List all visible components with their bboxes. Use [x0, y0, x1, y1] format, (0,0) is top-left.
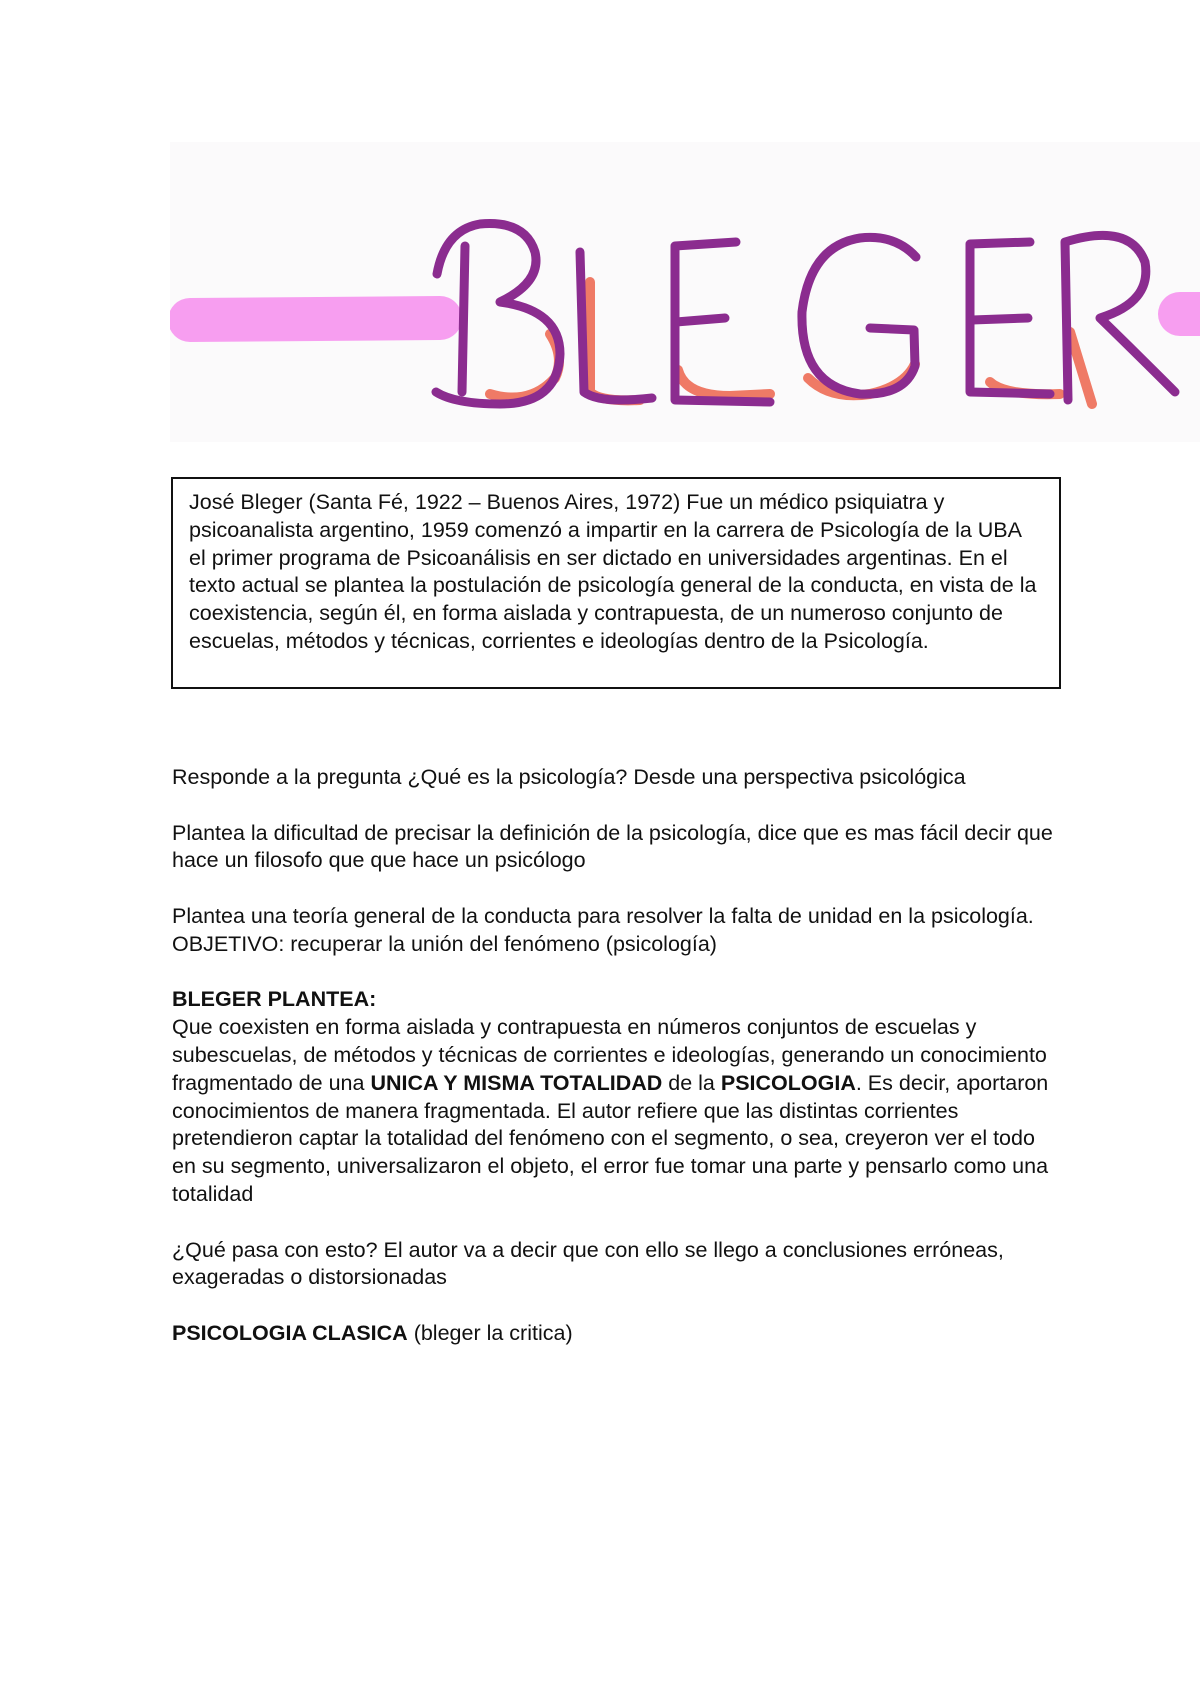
bold-span: PSICOLOGIA [720, 1070, 856, 1095]
paragraph-theory: Plantea una teoría general de la conducta para resolver la falta de unidad en la psicología. OBJETIVO: recuperar la unión del fenómeno (psicología) [172, 903, 1034, 956]
bio-box [171, 477, 1061, 689]
text-span: Que coexisten en forma aislada y contrapuesta en números conjuntos de escuelas y subescuelas, de métodos y técnicas de corrientes e ideologías, generando un conocimiento fragmentado de una [172, 1015, 1047, 1095]
text-span: . Es decir, aportaron conocimientos de manera fragmentada. El autor refiere que las distintas corrientes pretendieron captar la totalidad del fenómeno con el segmento, o sea, creyeron ver el todo en su segmento, universalizaron el objeto, el error fue tomar una parte y pensarlo como una totalidad [172, 1070, 1049, 1206]
bleger-logo [170, 142, 1200, 442]
bleger-banner [170, 142, 1200, 442]
paragraph-difficulty: Plantea la dificultad de precisar la definición de la psicología, dice que es mas fácil decir que hace un filosofo que que hace un psicólogo [172, 820, 1053, 873]
body-content [172, 764, 1062, 1376]
text-span: (bleger la critica) [407, 1320, 573, 1345]
section-heading-psicologia-clasica: PSICOLOGIA CLASICA [172, 1320, 408, 1345]
text-span: de la [662, 1070, 721, 1095]
paragraph-consequences: ¿Qué pasa con esto? El autor va a decir que con ello se llego a conclusiones erróneas, exageradas o distorsionadas [172, 1237, 1004, 1290]
bio-text: José Bleger (Santa Fé, 1922 – Buenos Aires, 1972) Fue un médico psiquiatra y psicoanalista argentino, 1959 comenzó a impartir en la carrera de Psicología de la UBA el primer programa de Psicoanálisis en ser dictado en universidades argentinas. En el texto actual se plantea la postulación de psicología general de la conducta, en vista de la coexistencia, según él, en forma aislada y contrapuesta, de un numeroso conjunto de escuelas, métodos y técnicas, corrientes e ideologías dentro de la Psicología. [189, 490, 1037, 653]
section-heading-bleger-plantea: BLEGER PLANTEA: [172, 987, 377, 1012]
left-dash [190, 318, 440, 320]
paragraph-bleger-plantea [172, 986, 1062, 1208]
paragraph-question: Responde a la pregunta ¿Qué es la psicología? Desde una perspectiva psicológica [172, 765, 966, 789]
bold-span: UNICA Y MISMA TOTALIDAD [370, 1070, 663, 1095]
paragraph-classic [172, 1320, 1062, 1348]
